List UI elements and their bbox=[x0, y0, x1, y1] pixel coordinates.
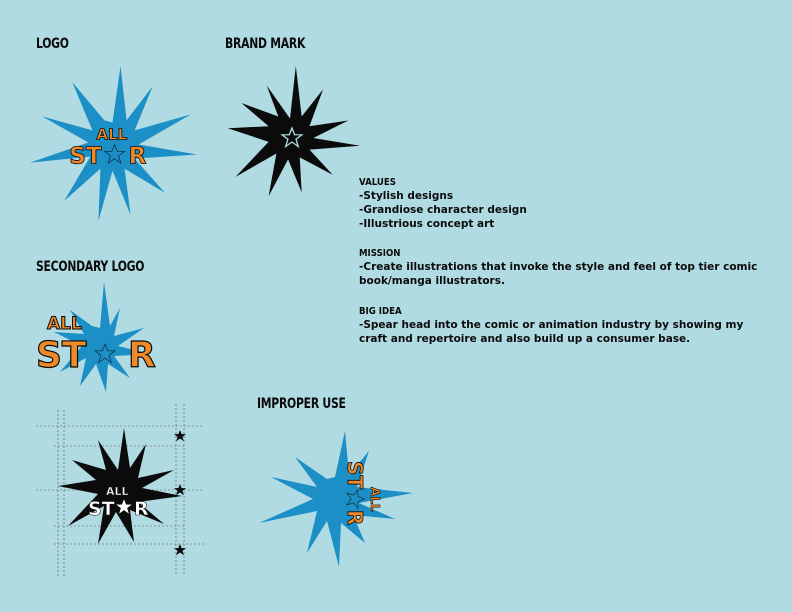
spacing-star-icon-top bbox=[174, 430, 186, 441]
values-section bbox=[359, 177, 759, 231]
secondary-logo-r-text: R bbox=[128, 335, 156, 376]
logo-heading: LOGO bbox=[36, 36, 69, 52]
improper-use-all-text: ALL bbox=[368, 487, 382, 512]
secondary-logo bbox=[30, 282, 170, 402]
logo-st-text: ST bbox=[69, 143, 102, 170]
construction-all-text: ALL bbox=[106, 485, 129, 498]
values-item: -Illustrious concept art bbox=[359, 218, 495, 230]
logo-burst-shape bbox=[30, 66, 197, 221]
values-item: -Grandiose character design bbox=[359, 204, 527, 216]
mission-title: MISSION bbox=[359, 248, 401, 259]
improper-use-heading: IMPROPER USE bbox=[257, 396, 346, 412]
construction-r-text: R bbox=[134, 498, 149, 520]
mission-section bbox=[359, 248, 759, 288]
brand-mark-heading: BRAND MARK bbox=[225, 36, 306, 52]
secondary-logo-all-text: ALL bbox=[47, 314, 82, 334]
values-item: -Stylish designs bbox=[359, 190, 454, 202]
mission-text: -Create illustrations that invoke the style and feel of top tier comic book/manga illustrators. bbox=[359, 261, 758, 287]
big-idea-section bbox=[359, 306, 759, 346]
improper-use-burst-shape bbox=[259, 431, 413, 567]
improper-use-st-text: ST bbox=[343, 461, 367, 490]
primary-logo bbox=[30, 62, 195, 227]
secondary-logo-st-text: ST bbox=[36, 335, 87, 376]
construction-st-text: ST bbox=[88, 498, 115, 520]
secondary-logo-heading: SECONDARY LOGO bbox=[36, 259, 145, 275]
logo-r-text: R bbox=[128, 143, 147, 170]
brand-mark bbox=[220, 66, 360, 206]
values-title: VALUES bbox=[359, 177, 396, 188]
big-idea-text: -Spear head into the comic or animation industry by showing my craft and repertoire and also build up a consumer base. bbox=[359, 319, 744, 345]
construction-guide-logo bbox=[36, 400, 208, 580]
improper-use-logo bbox=[255, 425, 415, 570]
logo-all-text: ALL bbox=[96, 125, 128, 144]
improper-use-r-text: R bbox=[343, 510, 367, 526]
big-idea-title: BIG IDEA bbox=[359, 306, 402, 317]
